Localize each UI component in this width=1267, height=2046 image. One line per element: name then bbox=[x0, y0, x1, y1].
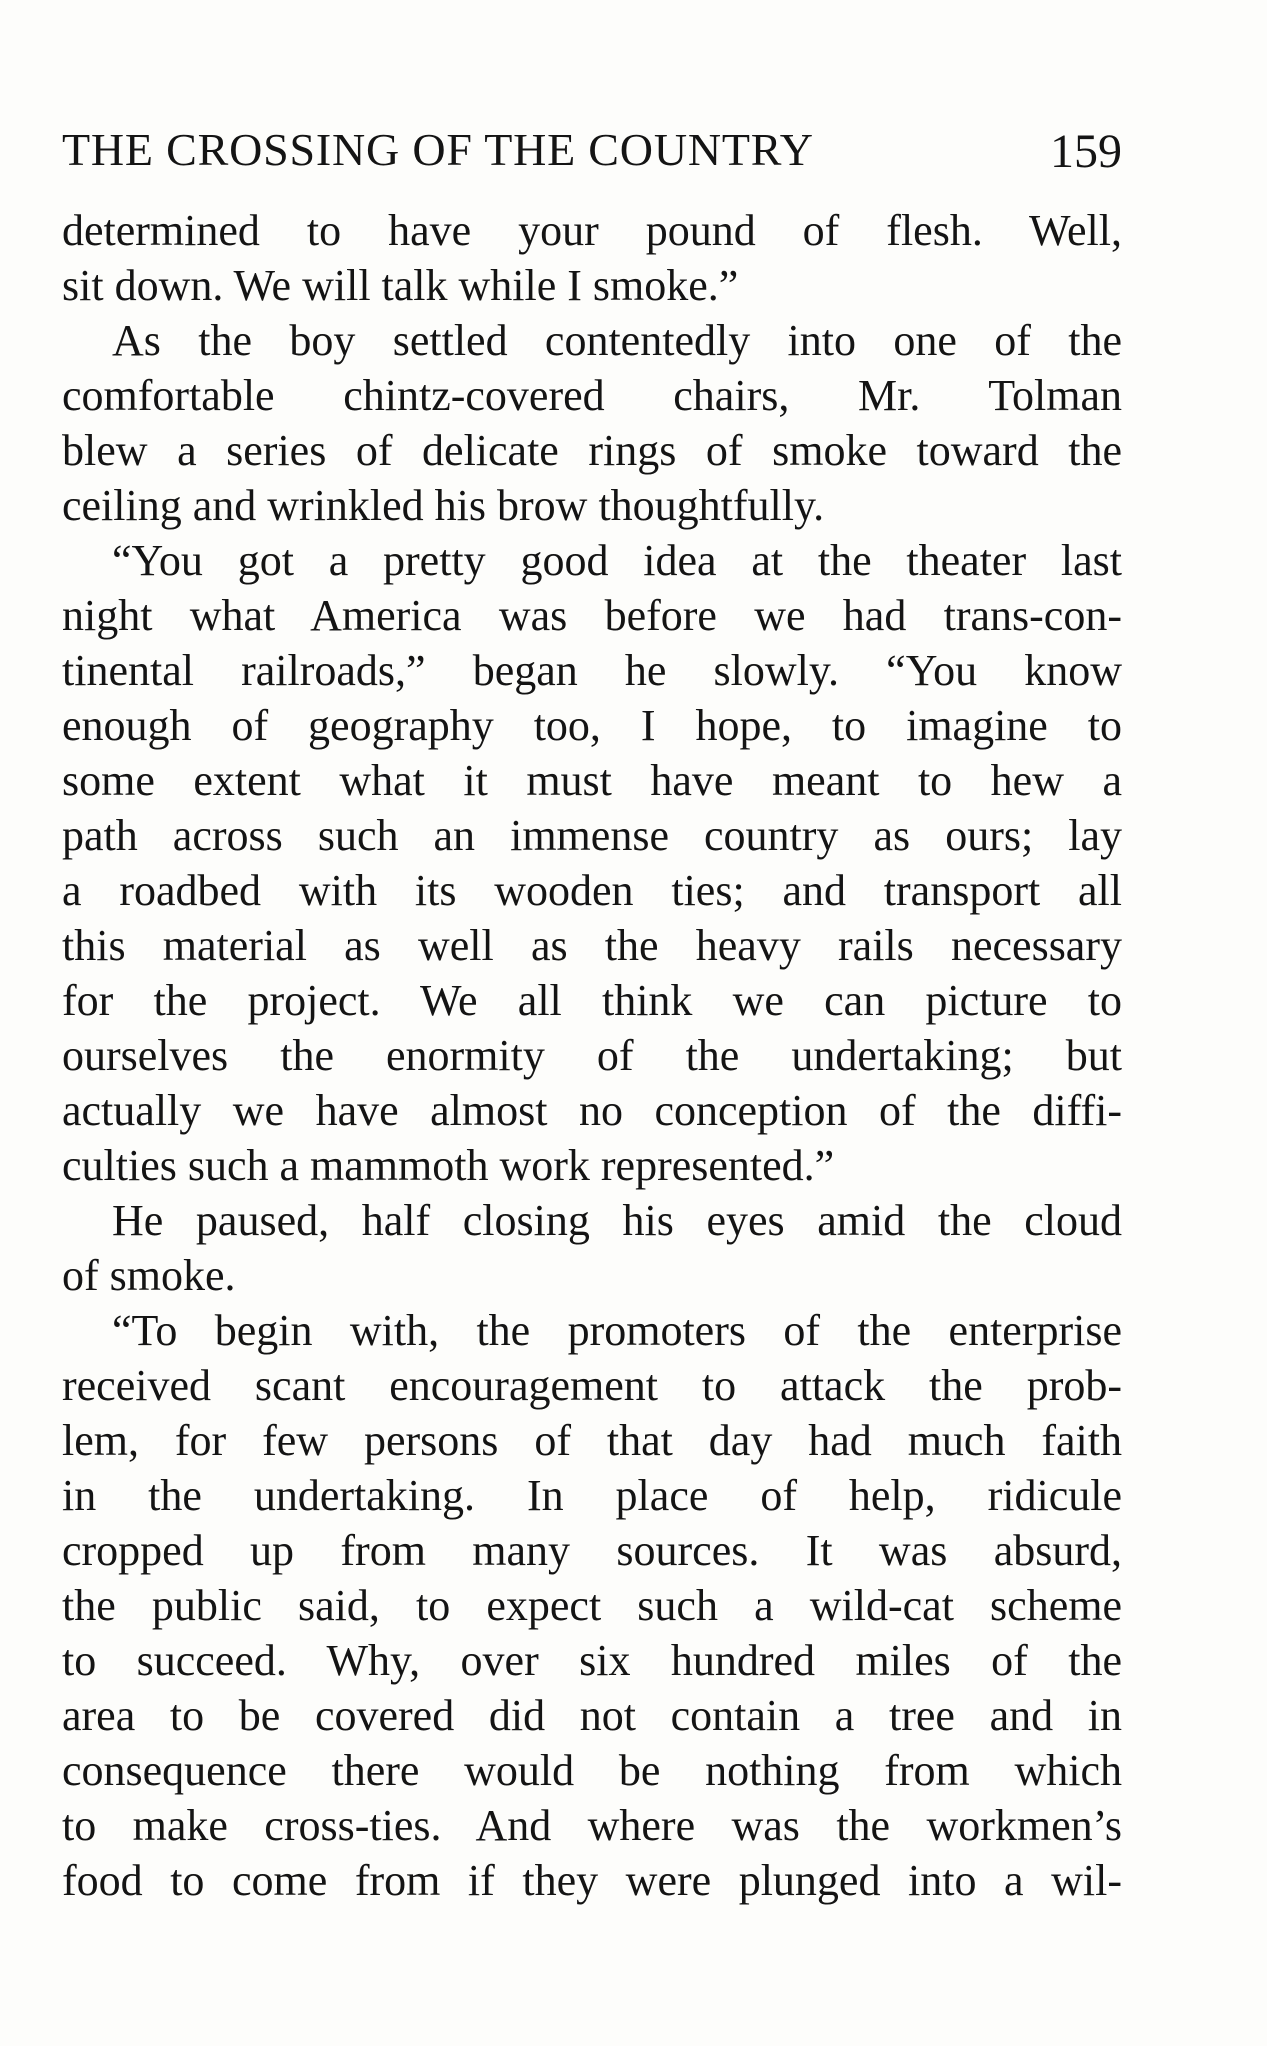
text-line: food to come from if they were plunged into a wil- bbox=[62, 1856, 1122, 1905]
text-line: area to be covered did not contain a tree and in bbox=[62, 1691, 1122, 1740]
text-line: blew a series of delicate rings of smoke toward the bbox=[62, 426, 1122, 475]
text-line: path across such an immense country as ours; lay bbox=[62, 811, 1122, 860]
text-line: to make cross-ties. And where was the workmen’s bbox=[62, 1801, 1122, 1850]
paragraph-first-line: As the boy settled contentedly into one of the bbox=[112, 316, 1122, 365]
text-line: received scant encouragement to attack the prob- bbox=[62, 1361, 1122, 1410]
paragraph-first-line: He paused, half closing his eyes amid the cloud bbox=[112, 1196, 1122, 1245]
text-line: some extent what it must have meant to hew a bbox=[62, 756, 1122, 805]
text-line: culties such a mammoth work represented.” bbox=[62, 1141, 835, 1190]
text-line: actually we have almost no conception of the diffi- bbox=[62, 1086, 1122, 1135]
text-line: a roadbed with its wooden ties; and transport all bbox=[62, 866, 1122, 915]
paragraph-first-line: “To begin with, the promoters of the enterprise bbox=[112, 1306, 1122, 1355]
text-line: comfortable chintz-covered chairs, Mr. Tolman bbox=[62, 371, 1122, 420]
body-text bbox=[62, 203, 1122, 1908]
text-line: ceiling and wrinkled his brow thoughtfully. bbox=[62, 481, 825, 530]
text-line: ourselves the enormity of the undertaking; but bbox=[62, 1031, 1122, 1080]
text-line: tinental railroads,” began he slowly. “You know bbox=[62, 646, 1122, 695]
text-line: to succeed. Why, over six hundred miles of the bbox=[62, 1636, 1122, 1685]
paragraph-first-line: “You got a pretty good idea at the theater last bbox=[112, 536, 1122, 585]
text-line: in the undertaking. In place of help, ridicule bbox=[62, 1471, 1122, 1520]
text-line: determined to have your pound of flesh. Well, bbox=[62, 206, 1122, 255]
text-line: night what America was before we had trans-con- bbox=[62, 591, 1122, 640]
chapter-title: THE CROSSING OF THE COUNTRY bbox=[62, 124, 814, 175]
text-line: of smoke. bbox=[62, 1251, 236, 1300]
text-line: the public said, to expect such a wild-cat scheme bbox=[62, 1581, 1122, 1630]
text-line: enough of geography too, I hope, to imagine to bbox=[62, 701, 1122, 750]
text-line: cropped up from many sources. It was absurd, bbox=[62, 1526, 1122, 1575]
page-number: 159 bbox=[1050, 125, 1122, 178]
text-line: consequence there would be nothing from which bbox=[62, 1746, 1122, 1795]
text-line: sit down. We will talk while I smoke.” bbox=[62, 261, 739, 310]
text-line: for the project. We all think we can picture to bbox=[62, 976, 1122, 1025]
text-line: lem, for few persons of that day had much faith bbox=[62, 1416, 1122, 1465]
text-line: this material as well as the heavy rails necessary bbox=[62, 921, 1122, 970]
